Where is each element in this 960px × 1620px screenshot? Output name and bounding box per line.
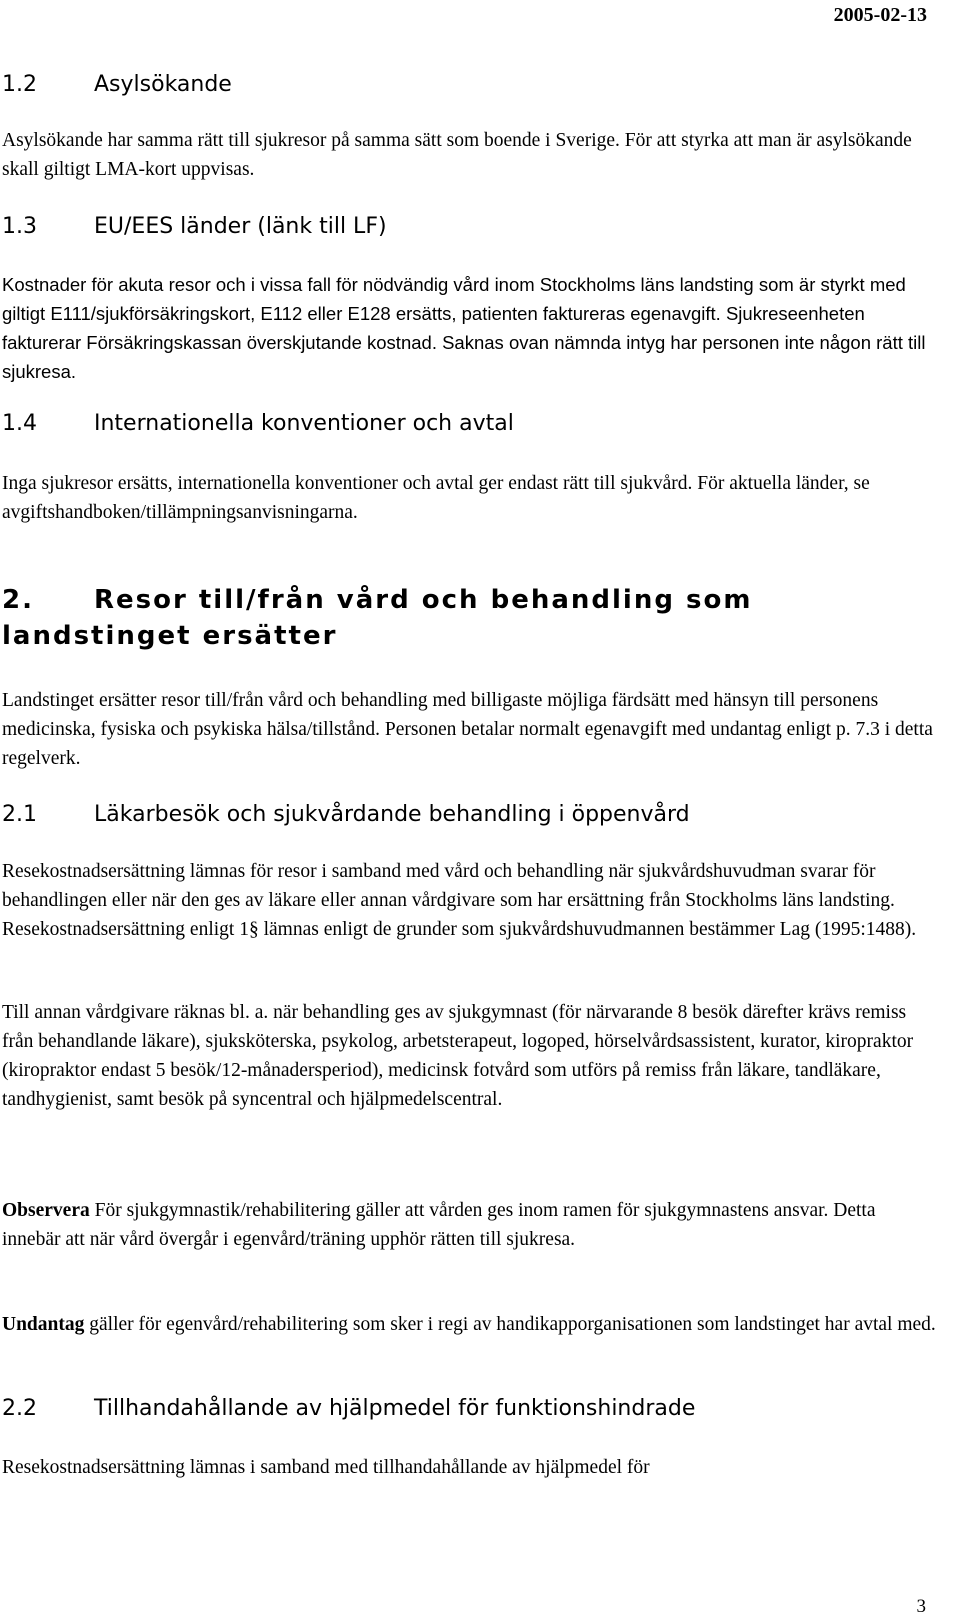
note-undantag bbox=[2, 1310, 937, 1339]
paragraph: Inga sjukresor ersätts, internationella konventioner och avtal ger endast rätt till sjukvård. För aktuella länder, se avgiftshandboken/tillämpningsanvisningarna. bbox=[2, 473, 870, 523]
paragraph-text: Sjukreseenheten fakturerar Försäkringskassan överskjutande kostnad. Saknas ovan nämnda intyg har personen inte någon rätt till sjukresa. bbox=[2, 303, 926, 382]
heading-title: Tillhandahållande av hjälpmedel för funktionshindrade bbox=[94, 1396, 696, 1421]
heading-1-2 bbox=[2, 72, 232, 97]
heading-1-4 bbox=[2, 411, 514, 436]
heading-title: Asylsökande bbox=[94, 72, 232, 97]
paragraph: Till annan vårdgivare räknas bl. a. när behandling ges av sjukgymnast (för närvarande 8 besök därefter krävs remiss från behandlande läkare), sjuksköterska, psykolog, arbetsterapeut, logoped, hörselvårdsassistent, kurator, kiropraktor (kiropraktor endast 5 besök/12-månadersperiod), medicinsk fotvård som utförs på remiss från läkare, tandläkare, tandhygienist, samt besök på syncentral och hjälpmedelscentral. bbox=[2, 1002, 914, 1110]
note-text: gäller för egenvård/rehabilitering som sker i regi av handikapporganisationen som landstinget har avtal med. bbox=[84, 1314, 936, 1335]
note-text: För sjukgymnastik/rehabilitering gäller att vården ges inom ramen för sjukgymnastens ansvar. Detta innebär att när vård övergår i egenvård/träning upphör rätten till sjukresa. bbox=[2, 1200, 876, 1250]
heading-2-2 bbox=[2, 1396, 695, 1421]
heading-number: 1.2 bbox=[2, 72, 37, 97]
paragraph: Resekostnadsersättning lämnas i samband med tillhandahållande av hjälpmedel för bbox=[2, 1457, 650, 1478]
paragraph: Asylsökande har samma rätt till sjukresor på samma sätt som boende i Sverige. För att styrka att man är asylsökande skall giltigt LMA-kort uppvisas. bbox=[2, 130, 912, 180]
note-label: Undantag bbox=[2, 1314, 85, 1335]
heading-title: Internationella konventioner och avtal bbox=[94, 411, 514, 436]
heading-title: Läkarbesök och sjukvårdande behandling i öppenvård bbox=[94, 802, 690, 827]
page-number: 3 bbox=[916, 1596, 926, 1617]
paragraph: Resekostnadsersättning lämnas för resor i samband med vård och behandling när sjukvårdshuvudman svarar för behandlingen eller när den ges av läkare eller annan vårdgivare som har ersättning från Stockholms läns landsting. Resekostnadsersättning enligt 1§ lämnas enligt de grunder som sjukvårdshuvudmannen bestämmer Lag (1995:1488). bbox=[2, 861, 917, 940]
heading-number: 2.1 bbox=[2, 802, 37, 827]
heading-number: 2.2 bbox=[2, 1396, 37, 1421]
heading-title: EU/EES länder (länk till LF) bbox=[94, 214, 387, 239]
heading-2 bbox=[2, 582, 942, 654]
heading-title: Resor till/från vård och behandling som landstinget ersätter bbox=[2, 585, 753, 651]
heading-2-1 bbox=[2, 802, 690, 827]
page-date: 2005-02-13 bbox=[833, 4, 927, 26]
paragraph bbox=[2, 270, 937, 386]
heading-1-3 bbox=[2, 214, 387, 239]
heading-number: 1.3 bbox=[2, 214, 37, 239]
note-label: Observera bbox=[2, 1200, 90, 1221]
heading-number: 2. bbox=[2, 585, 34, 615]
paragraph-text: Kostnader för akuta resor och i vissa fall för nödvändig vård inom Stockholms läns landsting som är styrkt med giltigt E111/sjukförsäkringskort, E112 eller E128 ersätts, patienten faktureras egenavgift. bbox=[2, 274, 906, 324]
note-observera bbox=[2, 1196, 937, 1254]
heading-number: 1.4 bbox=[2, 411, 37, 436]
paragraph: Landstinget ersätter resor till/från vård och behandling med billigaste möjliga färdsätt med hänsyn till personens medicinska, fysiska och psykiska hälsa/tillstånd. Personen betalar normalt egenavgift med undantag enligt p. 7.3 i detta regelverk. bbox=[2, 690, 933, 769]
